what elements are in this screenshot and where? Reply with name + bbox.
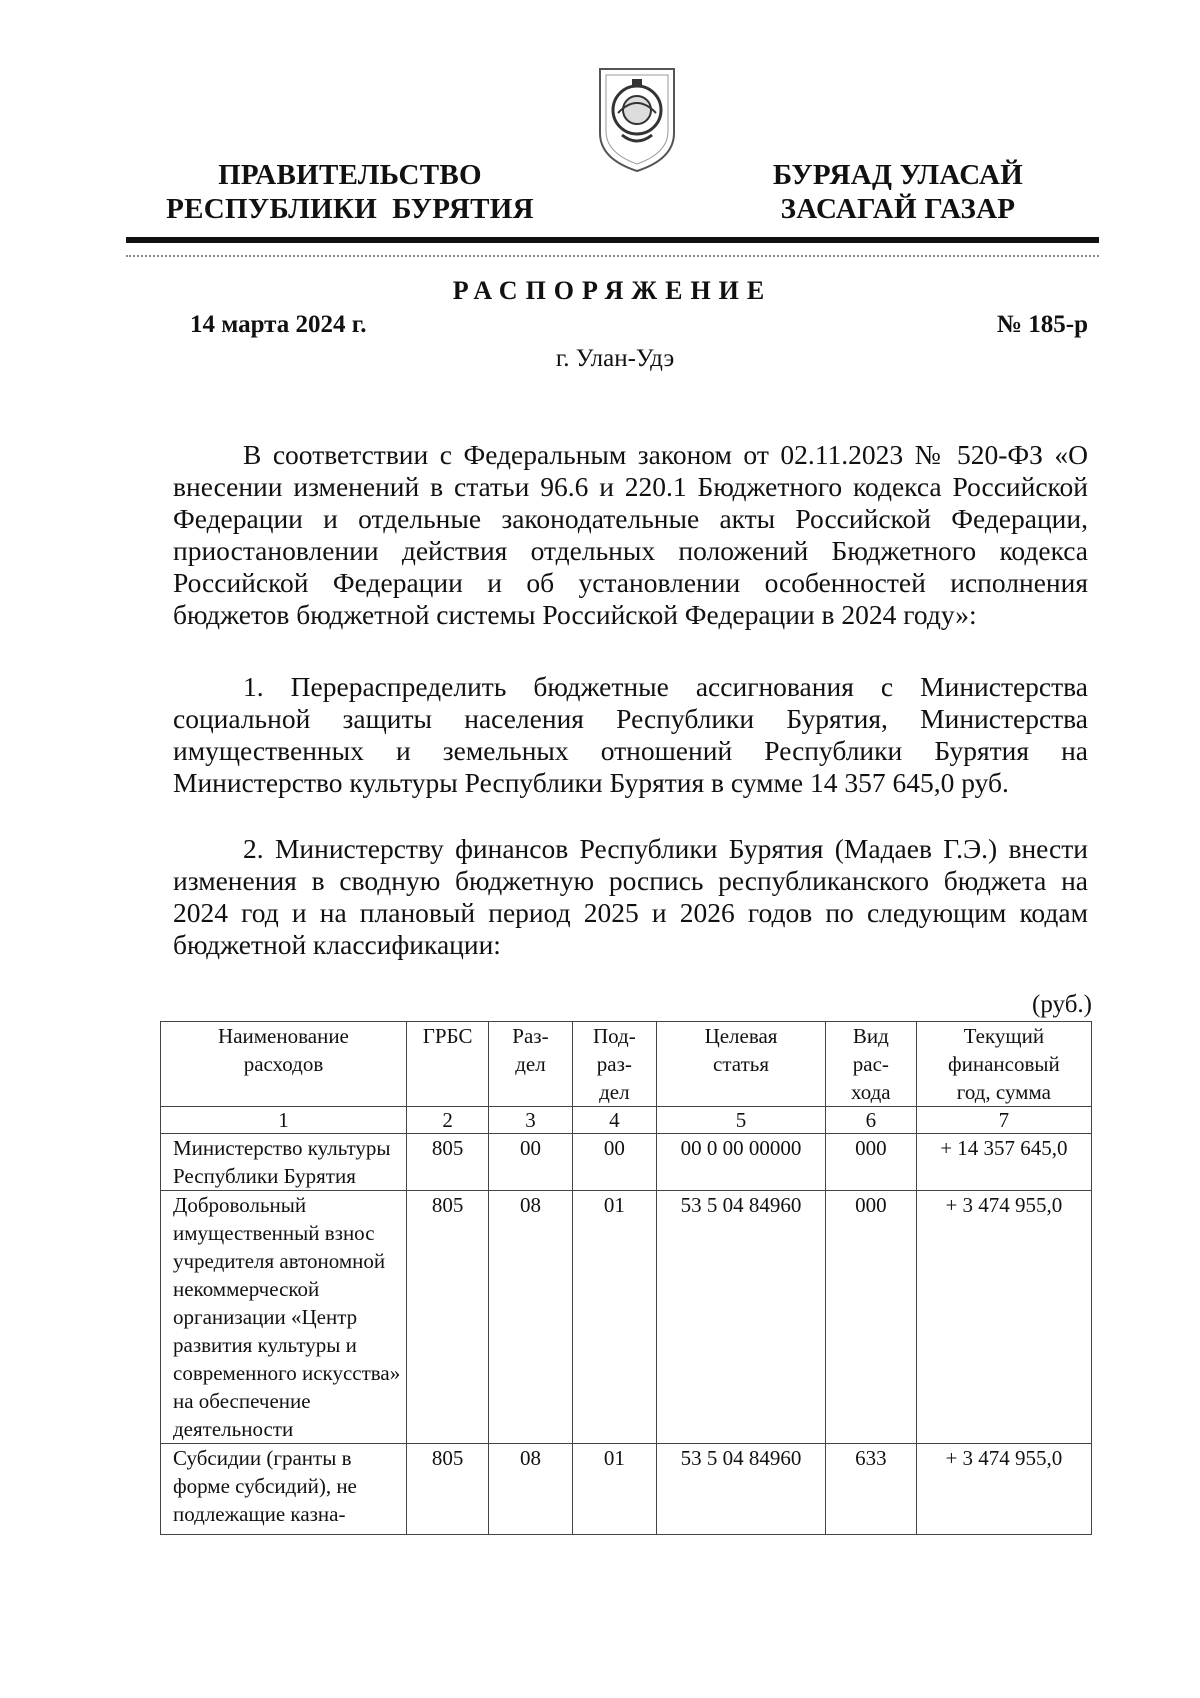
header-right-line1: БУРЯАД УЛАСАЙ	[772, 159, 1024, 191]
header-name: Наименование расходов	[161, 1022, 407, 1107]
cell-summa: + 3 474 955,0	[916, 1444, 1091, 1535]
col-number: 1	[161, 1107, 407, 1134]
cell-celevaya: 53 5 04 84960	[657, 1444, 826, 1535]
header-grbs: ГРБС	[406, 1022, 488, 1107]
cell-razdel: 08	[489, 1191, 572, 1444]
header-right-line2: ЗАСАГАЙ ГАЗАР	[780, 193, 1016, 225]
header-podrazdel: Под-раз-дел	[572, 1022, 656, 1107]
header-razdel: Раз-дел	[489, 1022, 572, 1107]
header-celevaya: Целевая статья	[657, 1022, 826, 1107]
header-left-line2: РЕСПУБЛИКИ БУРЯТИЯ	[166, 193, 534, 225]
document-city: г. Улан-Удэ	[555, 345, 675, 372]
table-row	[161, 1134, 1092, 1191]
coat-of-arms-emblem	[592, 55, 682, 175]
cell-celevaya: 53 5 04 84960	[657, 1191, 826, 1444]
header-divider-thick	[126, 237, 1099, 243]
table-unit-label: (руб.)	[1032, 991, 1092, 1018]
col-number: 2	[406, 1107, 488, 1134]
table-row	[161, 1444, 1092, 1535]
cell-grbs: 805	[406, 1134, 488, 1191]
col-number: 4	[572, 1107, 656, 1134]
cell-razdel: 08	[489, 1444, 572, 1535]
cell-name: Министерство культуры Республики Бурятия	[161, 1134, 407, 1191]
cell-summa: + 14 357 645,0	[916, 1134, 1091, 1191]
header-summa: Текущий финансовый год, сумма	[916, 1022, 1091, 1107]
cell-podrazdel: 01	[572, 1191, 656, 1444]
cell-razdel: 00	[489, 1134, 572, 1191]
cell-vid: 633	[825, 1444, 916, 1535]
col-number: 5	[657, 1107, 826, 1134]
cell-podrazdel: 01	[572, 1444, 656, 1535]
table-header-row	[161, 1022, 1092, 1107]
header-right	[738, 158, 1058, 226]
cell-grbs: 805	[406, 1444, 488, 1535]
cell-grbs: 805	[406, 1191, 488, 1444]
col-number: 3	[489, 1107, 572, 1134]
col-number: 6	[825, 1107, 916, 1134]
cell-vid: 000	[825, 1134, 916, 1191]
header-left	[160, 158, 540, 226]
table-row	[161, 1191, 1092, 1444]
paragraph-item-1: 1. Перераспределить бюджетные ассигнования с Министерства социальной защиты населения Республики Бурятия, Министерства имущественных и земельных отношений Республики Бурятия на Министерство культуры Республики Бурятия в сумме 14 357 645,0 руб.	[173, 671, 1088, 798]
cell-name: Добровольный имущественный взнос учредителя автономной некоммерческой организации «Центр развития культуры и современного искусства» на обеспечение деятельности	[161, 1191, 407, 1444]
cell-podrazdel: 00	[572, 1134, 656, 1191]
cell-celevaya: 00 0 00 00000	[657, 1134, 826, 1191]
document-number: № 185-р	[996, 311, 1088, 338]
col-number: 7	[916, 1107, 1091, 1134]
cell-vid: 000	[825, 1191, 916, 1444]
header-left-line1: ПРАВИТЕЛЬСТВО	[218, 159, 482, 191]
paragraph-item-2: 2. Министерству финансов Республики Бурятия (Мадаев Г.Э.) внести изменения в сводную бюджетную роспись республиканского бюджета на 2024 год и на плановый период 2025 и 2026 годов по следующим кодам бюджетной классификации:	[173, 833, 1088, 960]
paragraph-preamble: В соответствии с Федеральным законом от 02.11.2023 № 520-ФЗ «О внесении изменений в статьи 96.6 и 220.1 Бюджетного кодекса Российской Федерации и отдельные законодательные акты Российской Федерации, приостановлении действия отдельных положений Бюджетного кодекса Российской Федерации и об установлении особенностей исполнения бюджетов бюджетной системы Российской Федерации в 2024 году»:	[173, 439, 1088, 630]
header-vid: Вид рас-хода	[825, 1022, 916, 1107]
document-date: 14 марта 2024 г.	[190, 311, 367, 338]
header-divider-thin	[126, 255, 1099, 257]
table-column-numbers-row	[161, 1107, 1092, 1134]
cell-name: Субсидии (гранты в форме субсидий), не подлежащие казна-	[161, 1444, 407, 1535]
cell-summa: + 3 474 955,0	[916, 1191, 1091, 1444]
budget-table	[160, 1021, 1092, 1535]
document-title: РАСПОРЯЖЕНИЕ	[452, 276, 773, 305]
